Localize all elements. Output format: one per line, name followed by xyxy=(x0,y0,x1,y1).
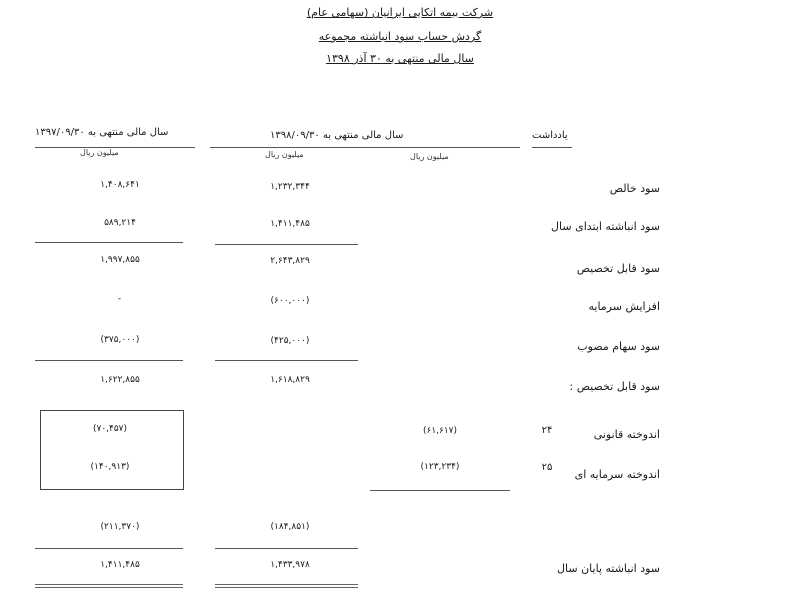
current-year-header: سال مالی منتهی به ۱۳۹۸/۰۹/۳۰ xyxy=(270,130,404,141)
prior-year-header: سال مالی منتهی به ۱۳۹۷/۰۹/۳۰ xyxy=(35,127,169,138)
row-detail-legal-reserve: (۶۱,۶۱۷) xyxy=(422,426,458,436)
notes-column-header: یادداشت xyxy=(532,130,568,141)
statement-title: گردش حساب سود انباشته مجموعه xyxy=(318,30,482,43)
row-current-closing-retained: ۱,۴۳۳,۹۷۸ xyxy=(270,560,310,570)
row-prior-legal-reserve: (۷۰,۴۵۷) xyxy=(92,424,128,434)
prior-reserves-box xyxy=(40,410,184,490)
row-prior-closing-retained: ۱,۴۱۱,۴۸۵ xyxy=(100,560,140,570)
current-unit-label: میلیون ریال xyxy=(265,150,304,159)
row-current-capital-increase: (۶۰۰,۰۰۰) xyxy=(270,296,310,306)
row-prior-capital-increase: - xyxy=(117,294,123,304)
row-prior-opening-retained: ۵۸۹,۲۱۴ xyxy=(104,218,136,228)
row-detail-capital-reserve: (۱۲۳,۲۳۴) xyxy=(420,462,460,472)
company-title: شرکت بیمه اتکایی ایرانیان (سهامی عام) xyxy=(306,6,494,19)
row-prior-net-profit: ۱,۴۰۸,۶۴۱ xyxy=(100,180,140,190)
row-label-approved-dividend: سود سهام مصوب xyxy=(577,340,660,353)
row-label-legal-reserve: اندوخته قانونی xyxy=(593,428,660,441)
period-title: سال مالی منتهی به ۳۰ آذر ۱۳۹۸ xyxy=(326,52,474,65)
row-prior-approved-dividend: (۳۷۵,۰۰۰) xyxy=(100,335,140,345)
detail-unit-label: میلیون ریال xyxy=(410,152,449,161)
row-prior-capital-reserve: (۱۴۰,۹۱۳) xyxy=(90,462,130,472)
row-label-distributable-2: سود قابل تخصیص : xyxy=(569,380,660,393)
prior-unit-label: میلیون ریال xyxy=(80,148,119,157)
row-current-net-profit: ۱,۲۳۲,۳۴۴ xyxy=(270,182,310,192)
row-label-closing-retained: سود انباشته پایان سال xyxy=(557,562,660,575)
row-label-net-profit: سود خالص xyxy=(609,182,660,195)
row-current-distributable-1: ۲,۶۴۳,۸۲۹ xyxy=(270,256,310,266)
row-current-distributable-2: ۱,۶۱۸,۸۲۹ xyxy=(270,375,310,385)
row-prior-distributable-1: ۱,۹۹۷,۸۵۵ xyxy=(100,255,140,265)
row-label-capital-reserve: اندوخته سرمایه ای xyxy=(574,468,660,481)
row-prior-distributable-2: ۱,۶۲۲,۸۵۵ xyxy=(100,375,140,385)
row-label-capital-increase: افزایش سرمایه xyxy=(588,300,660,313)
row-current-opening-retained: ۱,۴۱۱,۴۸۵ xyxy=(270,219,310,229)
row-current-total-reserves: (۱۸۴,۸۵۱) xyxy=(270,522,310,532)
row-label-opening-retained: سود انباشته ابتدای سال xyxy=(551,220,660,233)
row-note-capital-reserve: ۲۵ xyxy=(541,462,553,473)
row-note-legal-reserve: ۲۴ xyxy=(541,425,553,436)
row-label-distributable-1: سود قابل تخصیص xyxy=(576,262,660,275)
row-prior-total-reserves: (۲۱۱,۳۷۰) xyxy=(100,522,140,532)
row-current-approved-dividend: (۴۲۵,۰۰۰) xyxy=(270,336,310,346)
